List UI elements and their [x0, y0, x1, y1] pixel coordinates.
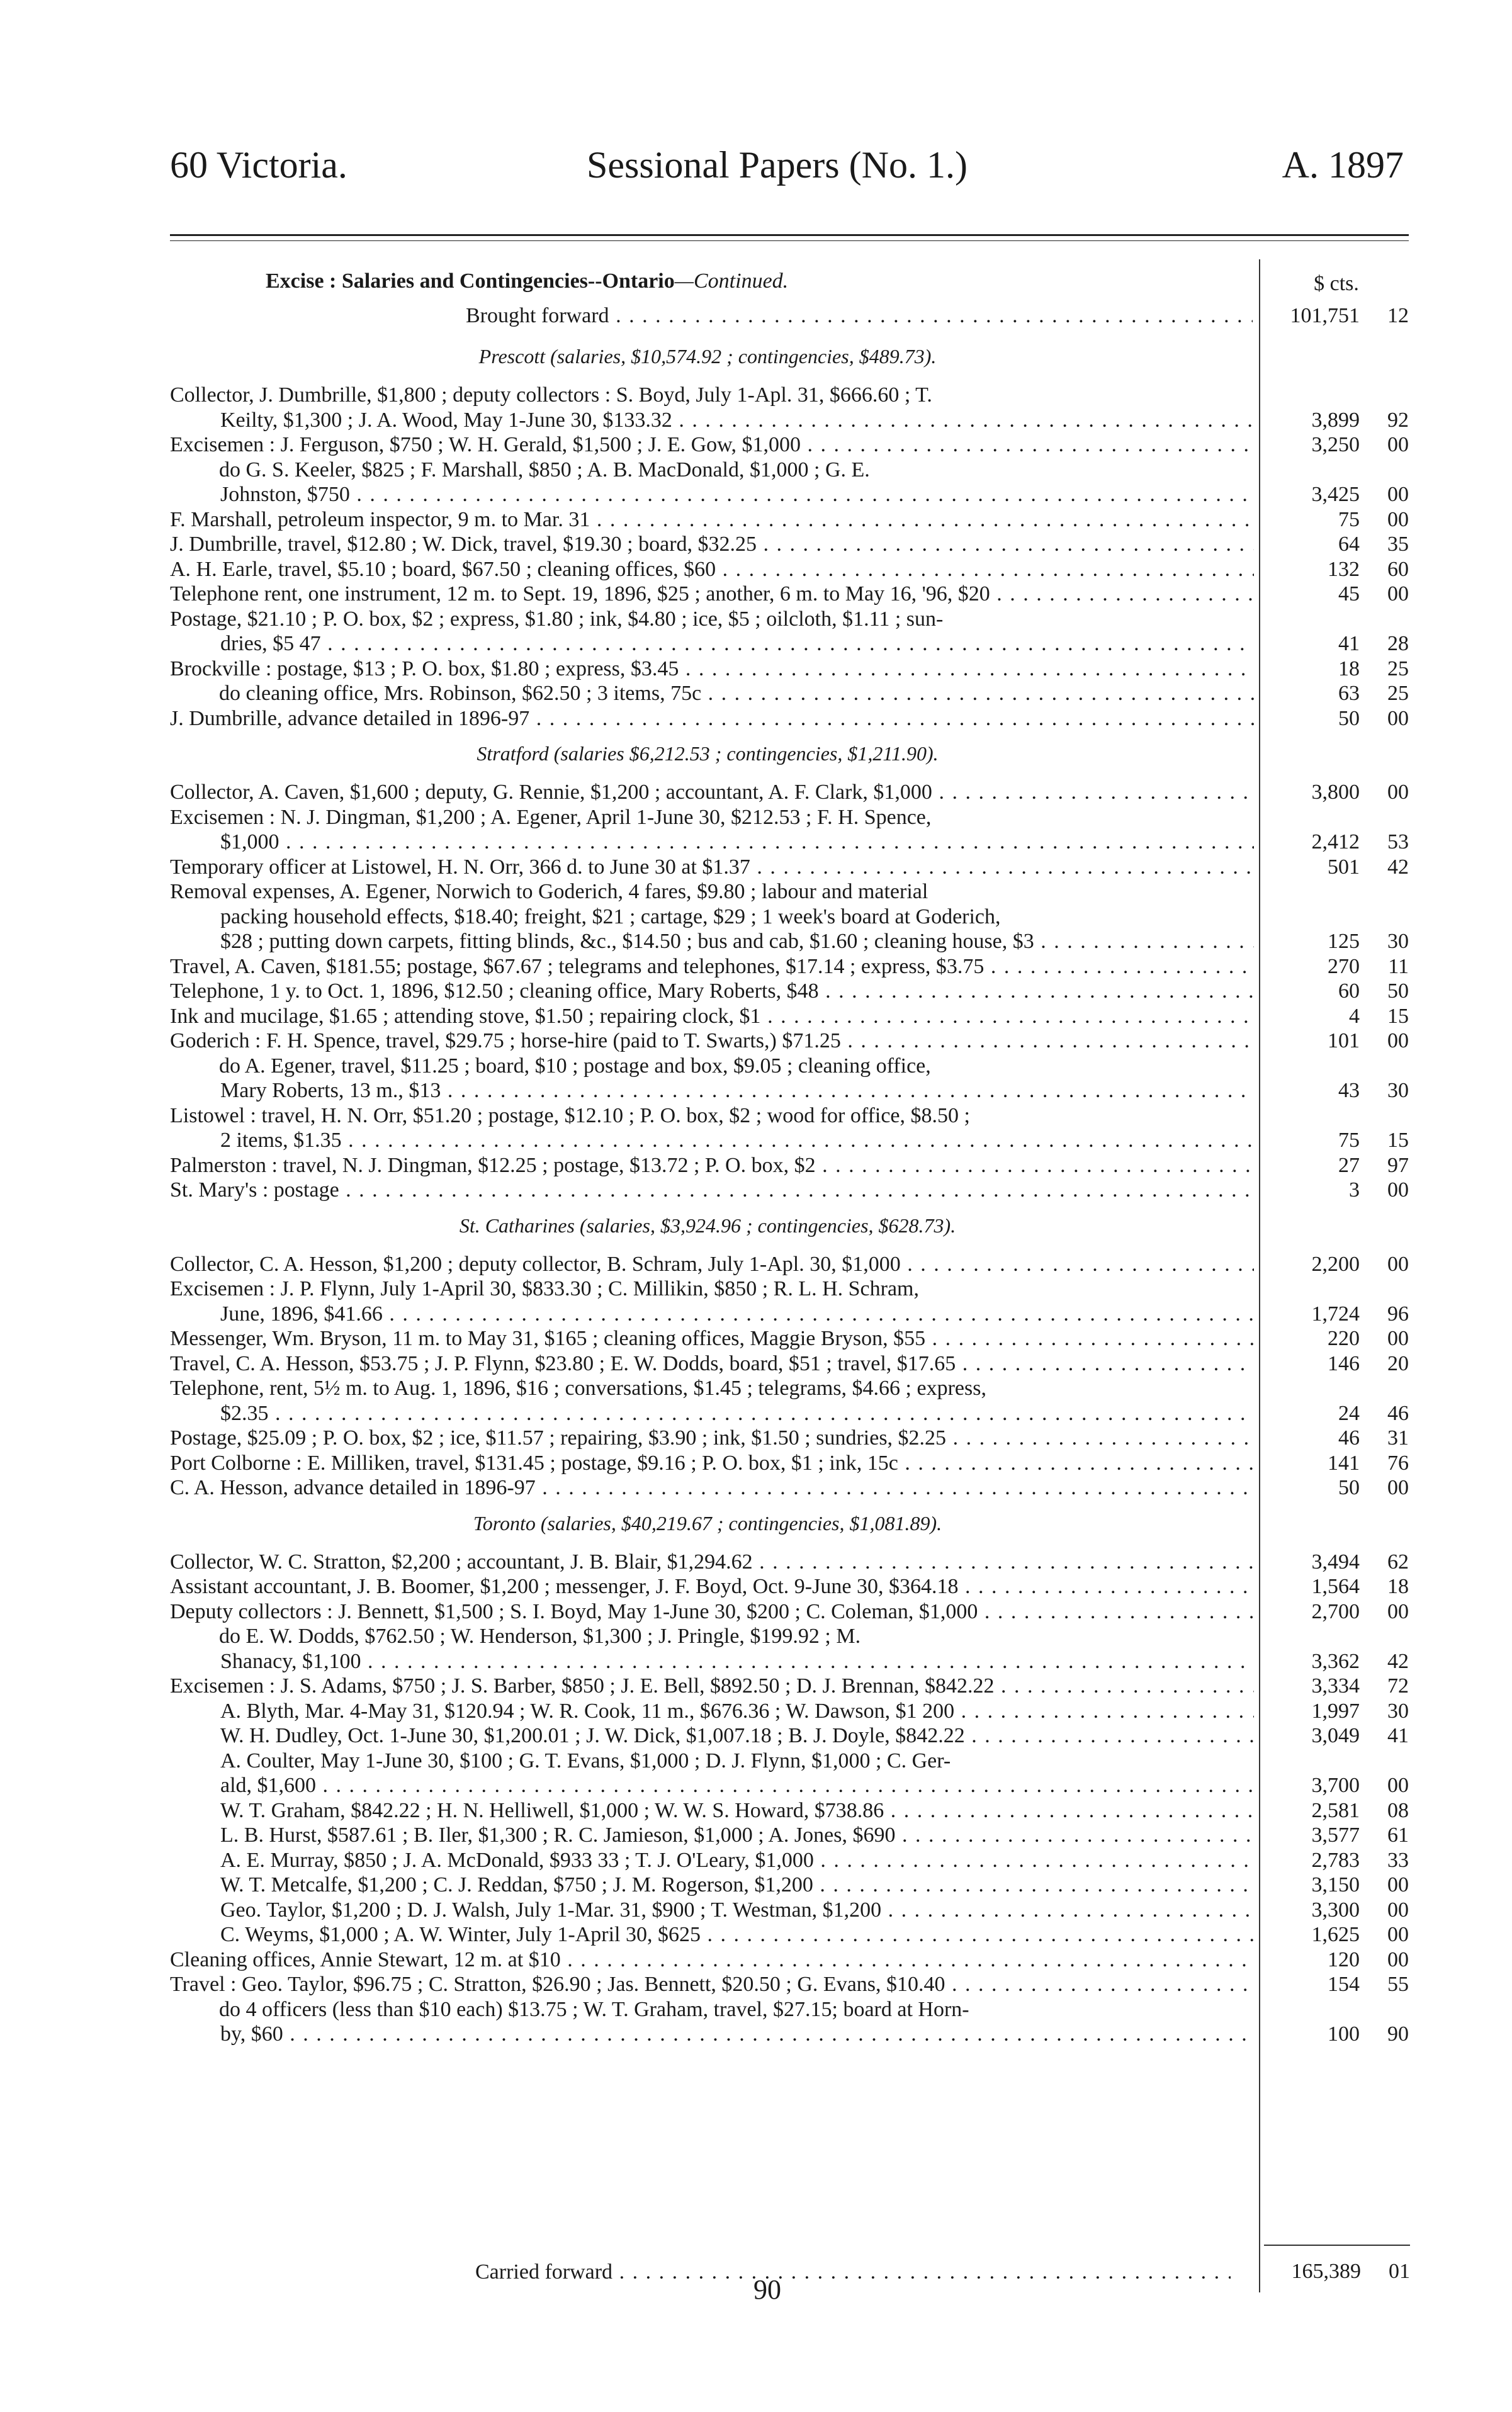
amount-dollars: 75 [1338, 1129, 1360, 1152]
entry-text: packing household effects, $18.40; freight, $21 ; cartage, $29 ; 1 week's board at Goderich, [220, 904, 1001, 928]
ledger-row [170, 458, 1409, 483]
unit-header: $ cts. [1314, 272, 1359, 295]
amount-cents: 60 [1387, 557, 1409, 581]
amount-cents: 30 [1387, 1699, 1409, 1723]
section-heading [170, 731, 1409, 780]
amount-cents: 41 [1387, 1724, 1409, 1747]
amount-dollars: 2,412 [1311, 830, 1360, 854]
ledger-row [170, 507, 1409, 533]
carried-forward-cents: 01 [1389, 2260, 1410, 2283]
ledger-row [170, 1252, 1409, 1277]
amount-cents: 08 [1387, 1798, 1409, 1822]
ledger-row [170, 1326, 1409, 1351]
ledger-row [170, 830, 1409, 855]
entry-text: Collector, W. C. Stratton, $2,200 ; accountant, J. B. Blair, $1,294.62 . . . [170, 1550, 1254, 1575]
entry-text: W. H. Dudley, Oct. 1-June 30, $1,200.01 ; J. W. Dick, $1,007.18 ; B. J. Doyle, $842.22 . . . [220, 1723, 1254, 1749]
entry-text: Postage, $25.09 ; P. O. box, $2 ; ice, $11.57 ; repairing, $3.90 ; ink, $1.50 ; sundries, $2.25 . . . [170, 1426, 1254, 1451]
entry-text: Palmerston : travel, N. J. Dingman, $12.25 ; postage, $13.72 ; P. O. box, $2 . . . [170, 1153, 1254, 1178]
amount-cents: 50 [1387, 979, 1409, 1003]
amount-cents: 00 [1387, 582, 1409, 606]
brought-forward-dollars: 101,751 [1290, 304, 1360, 327]
amount-cents: 00 [1387, 1327, 1409, 1350]
ledger-row [170, 1699, 1409, 1724]
amount-dollars: 43 [1338, 1079, 1360, 1102]
entry-text: Excisemen : J. S. Adams, $750 ; J. S. Barber, $850 ; J. E. Bell, $892.50 ; D. J. Brennan, $842.22 . . . [170, 1674, 1254, 1699]
amount-dollars: 3,899 [1311, 408, 1360, 432]
amount-dollars: 3 [1349, 1178, 1360, 1202]
amount-dollars: 3,250 [1311, 433, 1360, 456]
running-header [170, 144, 1404, 200]
ledger-row [170, 1798, 1409, 1823]
amount-cents: 00 [1387, 1252, 1409, 1276]
section-heading-text: Toronto (salaries, $40,219.67 ; contingencies, $1,081.89). [473, 1511, 942, 1535]
amount-cents: 00 [1387, 1029, 1409, 1052]
amount-cents: 97 [1387, 1153, 1409, 1177]
entry-text: Excisemen : J. P. Flynn, July 1-April 30, $833.30 ; C. Millikin, $850 ; R. L. H. Schram, [170, 1277, 919, 1300]
entry-text: F. Marshall, petroleum inspector, 9 m. to Mar. 31 . . . [170, 507, 1254, 533]
amount-dollars: 2,700 [1311, 1599, 1360, 1623]
amount-dollars: 2,200 [1311, 1252, 1360, 1276]
ledger-row [170, 1922, 1409, 1947]
brought-forward-label: Brought forward . . . [466, 303, 1253, 329]
entry-text: Brockville : postage, $13 ; P. O. box, $1.80 ; express, $3.45 . . . [170, 657, 1254, 682]
entry-text: Keilty, $1,300 ; J. A. Wood, May 1-June 30, $133.32 . . . [220, 408, 1254, 433]
amount-dollars: 3,800 [1311, 781, 1360, 804]
ledger-row [170, 855, 1409, 880]
ledger-row [170, 482, 1409, 507]
amount-dollars: 3,334 [1311, 1674, 1360, 1698]
entry-text: Shanacy, $1,100 . . . [220, 1649, 1254, 1674]
ledger-body [170, 263, 1409, 2047]
amount-cents: 72 [1387, 1674, 1409, 1698]
amount-cents: 92 [1387, 408, 1409, 432]
ledger-row [170, 879, 1409, 904]
ledger-row [170, 1749, 1409, 1774]
carried-forward-dollars: 165,389 [1291, 2260, 1361, 2283]
amount-dollars: 1,625 [1311, 1923, 1360, 1946]
amount-dollars: 101 [1328, 1029, 1360, 1052]
ledger-row [170, 1997, 1409, 2022]
entry-text: Telephone, rent, 5½ m. to Aug. 1, 1896, $16 ; conversations, $1.45 ; telegrams, $4.66 ; express, [170, 1377, 986, 1400]
ledger-row [170, 1972, 1409, 1997]
entry-text: C. Weyms, $1,000 ; A. W. Winter, July 1-April 30, $625 . . . [220, 1922, 1254, 1947]
section-heading [170, 1501, 1409, 1550]
amount-cents: 00 [1387, 706, 1409, 730]
sessional-papers-label: Sessional Papers (No. 1.) [587, 144, 968, 186]
entry-text: Ink and mucilage, $1.65 ; attending stove, $1.50 ; repairing clock, $1 . . . [170, 1004, 1254, 1029]
amount-cents: 00 [1387, 1898, 1409, 1922]
amount-dollars: 27 [1338, 1153, 1360, 1177]
ledger-row [170, 631, 1409, 657]
ledger-row [170, 1302, 1409, 1327]
ledger-row [170, 1376, 1409, 1401]
page-number: 90 [753, 2274, 781, 2305]
entry-text: L. B. Hurst, $587.61 ; B. Iler, $1,300 ; R. C. Jamieson, $1,000 ; A. Jones, $690 . . . [220, 1823, 1254, 1848]
ledger-row [170, 706, 1409, 731]
amount-dollars: 3,049 [1311, 1724, 1360, 1747]
entry-text: Mary Roberts, 13 m., $13 . . . [220, 1078, 1254, 1103]
ledger-row [170, 1401, 1409, 1426]
ledger-row [170, 1078, 1409, 1103]
entry-text: A. Blyth, Mar. 4-May 31, $120.94 ; W. R. Cook, 11 m., $676.36 ; W. Dawson, $1 200 . . . [220, 1699, 1254, 1724]
entry-text: Goderich : F. H. Spence, travel, $29.75 ; horse-hire (paid to T. Swarts,) $71.25 . . . [170, 1028, 1254, 1054]
ledger-row [170, 1451, 1409, 1476]
amount-dollars: 3,150 [1311, 1873, 1360, 1896]
amount-dollars: 24 [1338, 1401, 1360, 1425]
section-heading [170, 334, 1409, 383]
entry-text: $28 ; putting down carpets, fitting blinds, &c., $14.50 ; bus and cab, $1.60 ; cleaning house, $3 . . . [220, 929, 1254, 954]
ledger-row [170, 1723, 1409, 1749]
entry-text: St. Mary's : postage . . . [170, 1178, 1254, 1203]
ledger-row [170, 1599, 1409, 1625]
amount-cents: 00 [1387, 1178, 1409, 1202]
sections-container [170, 334, 1409, 2047]
amount-cents: 28 [1387, 632, 1409, 655]
amount-cents: 00 [1387, 507, 1409, 531]
entry-text: W. T. Metcalfe, $1,200 ; C. J. Reddan, $750 ; J. M. Rogerson, $1,200 . . . [220, 1873, 1254, 1898]
ledger-row [170, 954, 1409, 979]
amount-cents: 35 [1387, 533, 1409, 556]
amount-dollars: 270 [1328, 954, 1360, 978]
carried-forward-label: Carried forward . . . [475, 2260, 1231, 2285]
entry-text: do A. Egener, travel, $11.25 ; board, $10 ; postage and box, $9.05 ; cleaning office, [219, 1054, 931, 1078]
amount-dollars: 1,564 [1311, 1575, 1360, 1598]
ledger-row [170, 1574, 1409, 1599]
ledger-row [170, 607, 1409, 632]
entry-text: do cleaning office, Mrs. Robinson, $62.50 ; 3 items, 75c . . . [219, 681, 1254, 706]
ledger-row [170, 1773, 1409, 1798]
amount-dollars: 3,362 [1311, 1649, 1360, 1673]
entry-text: C. A. Hesson, advance detailed in 1896-97 . . . [170, 1475, 1254, 1501]
amount-dollars: 4 [1349, 1004, 1360, 1028]
entry-text: ald, $1,600 . . . [220, 1773, 1254, 1798]
entry-text: Excisemen : J. Ferguson, $750 ; W. H. Gerald, $1,500 ; J. E. Gow, $1,000 . . . [170, 432, 1254, 458]
ledger-row [170, 1004, 1409, 1029]
entry-text: Travel : Geo. Taylor, $96.75 ; C. Stratton, $26.90 ; Jas. Bennett, $20.50 ; G. Evans, $10.40 . . . [170, 1972, 1254, 1997]
amount-cents: 90 [1387, 2022, 1409, 2046]
amount-cents: 00 [1387, 483, 1409, 506]
ledger-row [170, 1649, 1409, 1674]
amount-cents: 15 [1387, 1129, 1409, 1152]
ledger-row [170, 408, 1409, 433]
amount-dollars: 1,724 [1311, 1302, 1360, 1326]
amount-dollars: 3,577 [1311, 1823, 1360, 1847]
amount-dollars: 100 [1328, 2022, 1360, 2046]
amount-dollars: 3,425 [1311, 483, 1360, 506]
amount-dollars: 141 [1328, 1451, 1360, 1475]
amount-cents: 20 [1387, 1351, 1409, 1375]
amount-cents: 00 [1387, 1947, 1409, 1971]
amount-cents: 76 [1387, 1451, 1409, 1475]
entry-text: Excisemen : N. J. Dingman, $1,200 ; A. Egener, April 1-June 30, $212.53 ; F. H. Spence, [170, 805, 932, 829]
ledger-row [170, 557, 1409, 582]
amount-cents: 25 [1387, 657, 1409, 680]
entry-text: Port Colborne : E. Milliken, travel, $131.45 ; postage, $9.16 ; P. O. box, $1 ; ink, 15c . . . [170, 1451, 1254, 1476]
entry-text: Deputy collectors : J. Bennett, $1,500 ; S. I. Boyd, May 1-June 30, $200 ; C. Coleman, $1,000 . . . [170, 1599, 1254, 1625]
entry-text: Removal expenses, A. Egener, Norwich to Goderich, 4 fares, $9.80 ; labour and material [170, 880, 928, 903]
amount-dollars: 3,300 [1311, 1898, 1360, 1922]
entry-text: W. T. Graham, $842.22 ; H. N. Helliwell, $1,000 ; W. W. S. Howard, $738.86 . . . [220, 1798, 1254, 1823]
amount-cents: 46 [1387, 1401, 1409, 1425]
amount-cents: 30 [1387, 930, 1409, 953]
entry-text: Cleaning offices, Annie Stewart, 12 m. at $10 . . . [170, 1947, 1254, 1973]
amount-dollars: 146 [1328, 1351, 1360, 1375]
table-title-row [170, 263, 1409, 303]
header-rule-thick [170, 234, 1409, 236]
amount-cents: 00 [1387, 1774, 1409, 1797]
entry-text: Assistant accountant, J. B. Boomer, $1,200 ; messenger, J. F. Boyd, Oct. 9-June 30, $364.18 . . . [170, 1574, 1254, 1599]
ledger-row [170, 805, 1409, 830]
entry-text: A. E. Murray, $850 ; J. A. McDonald, $933 33 ; T. J. O'Leary, $1,000 . . . [220, 1848, 1254, 1873]
entry-text: June, 1896, $41.66 . . . [220, 1302, 1254, 1327]
section-heading-text: Stratford (salaries $6,212.53 ; contingencies, $1,211.90). [477, 742, 939, 765]
amount-dollars: 50 [1338, 706, 1360, 730]
entry-text: Travel, A. Caven, $181.55; postage, $67.67 ; telegrams and telephones, $17.14 ; express, $3.75 . . . [170, 954, 1254, 979]
entry-text: Geo. Taylor, $1,200 ; D. J. Walsh, July 1-Mar. 31, $900 ; T. Westman, $1,200 . . . [220, 1898, 1254, 1923]
entry-text: A. Coulter, May 1-June 30, $100 ; G. T. Evans, $1,000 ; D. J. Flynn, $1,000 ; C. Ger- [220, 1749, 951, 1772]
brought-forward-cents: 12 [1387, 304, 1409, 327]
ledger-row [170, 383, 1409, 408]
amount-cents: 31 [1387, 1426, 1409, 1450]
year-label: A. 1897 [1282, 144, 1404, 186]
ledger-row [170, 780, 1409, 805]
amount-cents: 96 [1387, 1302, 1409, 1326]
ledger-row [170, 1873, 1409, 1898]
ledger-row [170, 1351, 1409, 1377]
amount-cents: 11 [1388, 954, 1409, 978]
ledger-row [170, 1823, 1409, 1848]
amount-cents: 00 [1387, 1923, 1409, 1946]
amount-dollars: 60 [1338, 979, 1360, 1003]
amount-cents: 00 [1387, 1476, 1409, 1499]
entry-text: Telephone, 1 y. to Oct. 1, 1896, $12.50 ; cleaning office, Mary Roberts, $48 . . . [170, 979, 1254, 1004]
amount-cents: 00 [1387, 781, 1409, 804]
entry-text: Temporary officer at Listowel, H. N. Orr, 366 d. to June 30 at $1.37 . . . [170, 855, 1254, 880]
ledger-row [170, 929, 1409, 954]
amount-dollars: 125 [1328, 930, 1360, 953]
amount-cents: 53 [1387, 830, 1409, 854]
entry-text: Messenger, Wm. Bryson, 11 m. to May 31, $165 ; cleaning offices, Maggie Bryson, $55 . . . [170, 1326, 1254, 1351]
entry-text: do E. W. Dodds, $762.50 ; W. Henderson, $1,300 ; J. Pringle, $199.92 ; M. [219, 1625, 861, 1648]
amount-dollars: 18 [1338, 657, 1360, 680]
ledger-row [170, 979, 1409, 1004]
entry-text: Collector, A. Caven, $1,600 ; deputy, G. Rennie, $1,200 ; accountant, A. F. Clark, $1,000 . . . [170, 780, 1254, 805]
amount-cents: 62 [1387, 1550, 1409, 1574]
amount-dollars: 64 [1338, 533, 1360, 556]
amount-dollars: 3,494 [1311, 1550, 1360, 1574]
amount-cents: 42 [1387, 855, 1409, 879]
amount-dollars: 220 [1328, 1327, 1360, 1350]
entry-text: Collector, C. A. Hesson, $1,200 ; deputy collector, B. Schram, July 1-Apl. 30, $1,000 . . . [170, 1252, 1254, 1277]
amount-dollars: 46 [1338, 1426, 1360, 1450]
entry-text: J. Dumbrille, advance detailed in 1896-97 . . . [170, 706, 1254, 731]
ledger-row [170, 2022, 1409, 2047]
ledger-row [170, 1028, 1409, 1054]
entry-text: A. H. Earle, travel, $5.10 ; board, $67.50 ; cleaning offices, $60 . . . [170, 557, 1254, 582]
section-heading-text: Prescott (salaries, $10,574.92 ; contingencies, $489.73). [478, 345, 937, 368]
ledger-row [170, 1128, 1409, 1153]
entry-text: Johnston, $750 . . . [220, 482, 1254, 507]
amount-dollars: 50 [1338, 1476, 1360, 1499]
amount-dollars: 3,700 [1311, 1774, 1360, 1797]
amount-dollars: 501 [1328, 855, 1360, 879]
ledger-row [170, 1674, 1409, 1699]
ledger-row [170, 1624, 1409, 1649]
amount-cents: 00 [1387, 1599, 1409, 1623]
entry-text: dries, $5 47 . . . [220, 631, 1254, 657]
entry-text: Listowel : travel, H. N. Orr, $51.20 ; postage, $12.10 ; P. O. box, $2 ; wood for office, $8.50 ; [170, 1103, 970, 1127]
amount-cents: 33 [1387, 1848, 1409, 1872]
amount-dollars: 63 [1338, 682, 1360, 705]
section-heading [170, 1203, 1409, 1252]
ledger-row [170, 657, 1409, 682]
session-label: 60 Victoria. [170, 144, 347, 186]
ledger-row [170, 1153, 1409, 1178]
ledger-row [170, 1550, 1409, 1575]
amount-cents: 30 [1387, 1079, 1409, 1102]
amount-dollars: 154 [1328, 1973, 1360, 1996]
ledger-row [170, 1848, 1409, 1873]
table-title: Excise : Salaries and Contingencies--Ontario—Continued. [266, 269, 789, 293]
amount-cents: 42 [1387, 1649, 1409, 1673]
amount-cents: 18 [1387, 1575, 1409, 1598]
amount-dollars: 75 [1338, 507, 1360, 531]
amount-dollars: 45 [1338, 582, 1360, 606]
ledger-row [170, 1898, 1409, 1923]
amount-cents: 00 [1387, 1873, 1409, 1896]
amount-dollars: 1,997 [1311, 1699, 1360, 1723]
amount-dollars: 41 [1338, 632, 1360, 655]
ledger-row [170, 904, 1409, 930]
entry-text: Postage, $21.10 ; P. O. box, $2 ; express, $1.80 ; ink, $4.80 ; ice, $5 ; oilcloth, $1.11 ; sun- [170, 607, 944, 631]
entry-text: do 4 officers (less than $10 each) $13.75 ; W. T. Graham, travel, $27.15; board at Horn- [219, 1997, 969, 2021]
amount-dollars: 2,783 [1311, 1848, 1360, 1872]
amount-cents: 61 [1387, 1823, 1409, 1847]
entry-text: $2.35 . . . [220, 1401, 1254, 1426]
amount-cents: 00 [1387, 433, 1409, 456]
amount-cents: 55 [1387, 1973, 1409, 1996]
total-rule [1264, 2245, 1410, 2246]
amount-dollars: 2,581 [1311, 1798, 1360, 1822]
brought-forward-row [170, 303, 1409, 334]
amount-cents: 25 [1387, 682, 1409, 705]
section-heading-text: St. Catharines (salaries, $3,924.96 ; contingencies, $628.73). [459, 1214, 956, 1237]
entry-text: Telephone rent, one instrument, 12 m. to Sept. 19, 1896, $25 ; another, 6 m. to May 16, '96, $20 . . . [170, 582, 1254, 607]
amount-cents: 15 [1387, 1004, 1409, 1028]
entry-text: do G. S. Keeler, $825 ; F. Marshall, $850 ; A. B. MacDonald, $1,000 ; G. E. [219, 458, 870, 482]
entry-text: 2 items, $1.35 . . . [220, 1128, 1254, 1153]
amount-dollars: 120 [1328, 1947, 1360, 1971]
ledger-row [170, 1475, 1409, 1501]
ledger-row [170, 1054, 1409, 1079]
entry-text: $1,000 . . . [220, 830, 1254, 855]
ledger-row [170, 1426, 1409, 1451]
ledger-row [170, 582, 1409, 607]
amount-dollars: 132 [1328, 557, 1360, 581]
ledger-row [170, 1276, 1409, 1302]
entry-text: Travel, C. A. Hesson, $53.75 ; J. P. Flynn, $23.80 ; E. W. Dodds, board, $51 ; travel, $17.65 . . . [170, 1351, 1254, 1377]
ledger-row [170, 1947, 1409, 1973]
entry-text: by, $60 . . . [220, 2022, 1254, 2047]
entry-text: Collector, J. Dumbrille, $1,800 ; deputy collectors : S. Boyd, July 1-Apl. 31, $666.60 ; T. [170, 383, 932, 407]
entry-text: J. Dumbrille, travel, $12.80 ; W. Dick, travel, $19.30 ; board, $32.25 . . . [170, 532, 1254, 557]
ledger-row [170, 432, 1409, 458]
header-rule-thin [170, 240, 1409, 241]
ledger-row [170, 681, 1409, 706]
ledger-row [170, 532, 1409, 557]
ledger-row [170, 1178, 1409, 1203]
ledger-row [170, 1103, 1409, 1129]
